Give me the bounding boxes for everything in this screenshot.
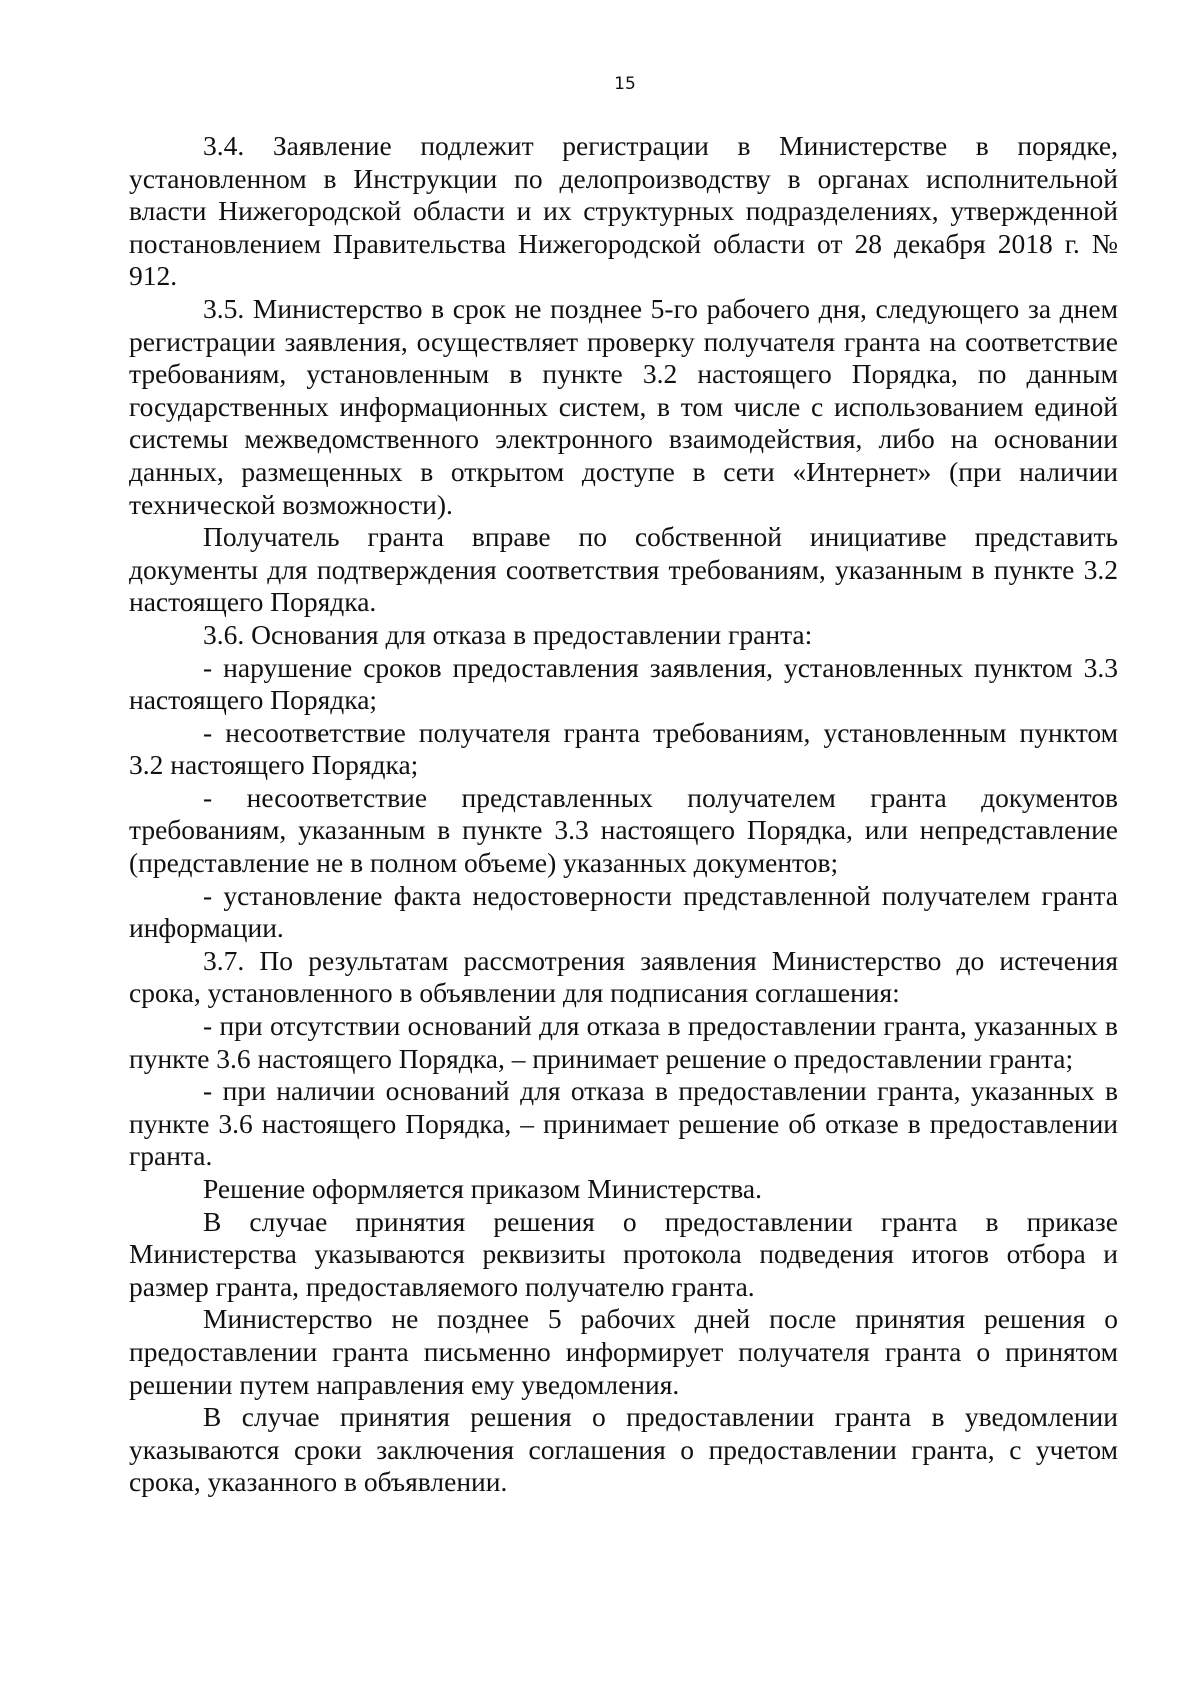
document-body [129,130,1118,1499]
paragraph-recipient-initiative: Получатель гранта вправе по собственной инициативе представить документы для подтверждения соответствия требованиям, указанным в пункте 3.2 настоящего Порядка. [129,521,1118,618]
page-number: 15 [614,74,636,94]
paragraph-order-details: В случае принятия решения о предоставлении гранта в приказе Министерства указываются реквизиты протокола подведения итогов отбора и размер гранта, предоставляемого получателю гранта. [129,1205,1118,1302]
paragraph-3-4: 3.4. Заявление подлежит регистрации в Министерстве в порядке, установленном в Инструкции по делопроизводству в органах исполнительной власти Нижегородской области и их структурных подразделениях, утвержденной постановлением Правительства Нижегородской области от 28 декабря 2018 г. № 912. [129,130,1118,292]
paragraph-decision-order: Решение оформляется приказом Министерства. [203,1173,762,1204]
list-item-decision-refusal: - при наличии оснований для отказа в предоставлении гранта, указанных в пункте 3.6 настоящего Порядка, – принимает решение об отказе в предоставлении гранта. [129,1075,1118,1172]
paragraph-agreement-terms: В случае принятия решения о предоставлении гранта в уведомлении указываются сроки заключения соглашения о предоставлении гранта, с учетом срока, указанного в объявлении. [129,1401,1118,1498]
list-item-decision-grant: - при отсутствии оснований для отказа в предоставлении гранта, указанных в пункте 3.6 настоящего Порядка, – принимает решение о предоставлении гранта; [129,1010,1118,1074]
paragraph-3-5: 3.5. Министерство в срок не позднее 5-го рабочего дня, следующего за днем регистрации заявления, осуществляет проверку получателя гранта на соответствие требованиям, установленным в пункте 3.2 настоящего Порядка, по данным государственных информационных систем, в том числе с использованием единой системы межведомственного электронного взаимодействия, либо на основании данных, размещенных в открытом доступе в сети «Интернет» (при наличии технической возможности). [129,292,1118,520]
list-item-refusal-deadline: - нарушение сроков предоставления заявления, установленных пунктом 3.3 настоящего Порядка; [129,651,1118,716]
list-item-refusal-documents: - несоответствие представленных получателем гранта документов требованиям, указанным в пункте 3.3 настоящего Порядка, или непредставление (представление не в полном объеме) указанных документов; [129,781,1118,879]
paragraph-3-6: 3.6. Основания для отказа в предоставлении гранта: [203,618,813,650]
list-item-refusal-false-info: - установление факта недостоверности представленной получателем гранта информации. [129,879,1118,944]
list-item-refusal-requirements: - несоответствие получателя гранта требованиям, установленным пунктом 3.2 настоящего Порядка; [129,716,1118,781]
paragraph-3-7: 3.7. По результатам рассмотрения заявления Министерство до истечения срока, установленного в объявлении для подписания соглашения: [129,944,1118,1009]
paragraph-notification: Министерство не позднее 5 рабочих дней после принятия решения о предоставлении гранта письменно информирует получателя гранта о принятом решении путем направления ему уведомления. [129,1303,1118,1400]
